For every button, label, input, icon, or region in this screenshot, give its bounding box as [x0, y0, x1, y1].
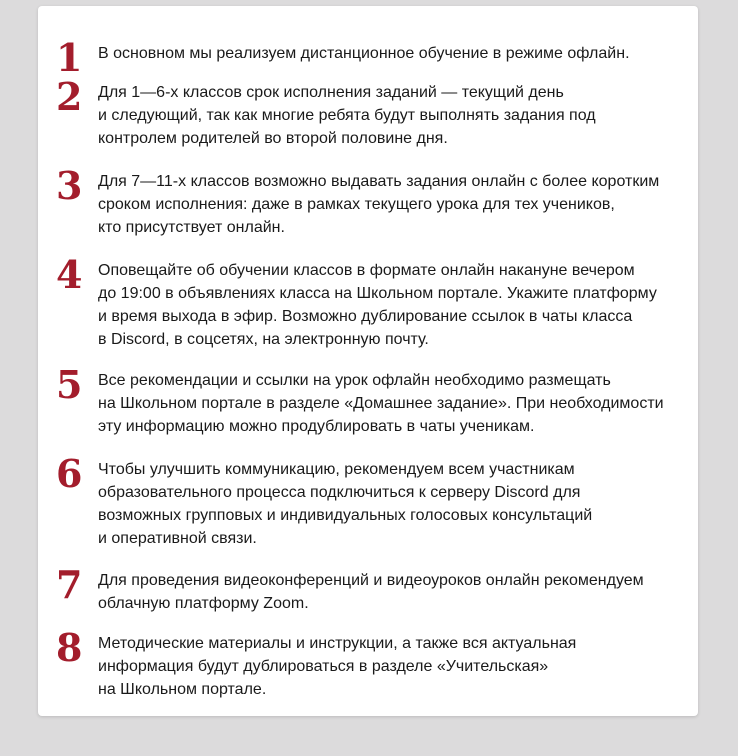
item-text-line: возможных групповых и индивидуальных голосовых консультаций [98, 507, 593, 524]
item-text-line: Оповещайте об обучении классов в формате онлайн накануне вечером [98, 262, 635, 279]
item-number: 2 [56, 74, 83, 119]
item-text [98, 369, 696, 438]
item-text [98, 42, 696, 65]
item-number: 6 [56, 451, 83, 496]
item-text-line: информация будут дублироваться в разделе «Учительская» [98, 658, 549, 675]
item-text-line: и оперативной связи. [98, 530, 257, 547]
item-text-line: в Discord, в соцсетях, на электронную почту. [98, 331, 429, 348]
item-text-line: Для 7—11-х классов возможно выдавать задания онлайн с более коротким [98, 173, 660, 190]
item-number: 4 [56, 252, 83, 297]
item-text-line: и время выхода в эфир. Возможно дублирование ссылок в чаты класса [98, 308, 633, 325]
item-text-line: кто присутствует онлайн. [98, 219, 285, 236]
item-text [98, 259, 696, 351]
recommendations-card [38, 6, 698, 716]
item-text-line: Методические материалы и инструкции, а также вся актуальная [98, 635, 577, 652]
item-text-line: контролем родителей во второй половине дня. [98, 130, 448, 147]
item-text [98, 170, 696, 239]
item-text-line: облачную платформу Zoom. [98, 595, 309, 612]
item-text [98, 458, 696, 550]
item-number: 8 [56, 625, 83, 670]
item-text [98, 81, 696, 150]
item-text-line: Для проведения видеоконференций и видеоуроков онлайн рекомендуем [98, 572, 644, 589]
item-text-line: В основном мы реализуем дистанционное обучение в режиме офлайн. [98, 45, 630, 62]
item-number: 7 [56, 562, 83, 607]
item-text-line: Чтобы улучшить коммуникацию, рекомендуем всем участникам [98, 461, 575, 478]
item-text-line: образовательного процесса подключиться к серверу Discord для [98, 484, 581, 501]
item-number: 5 [56, 362, 83, 407]
item-text-line: на Школьном портале. [98, 681, 267, 698]
item-text-line: на Школьном портале в разделе «Домашнее задание». При необходимости [98, 395, 664, 412]
item-text-line: сроком исполнения: даже в рамках текущего урока для тех учеников, [98, 196, 615, 213]
item-text [98, 569, 696, 615]
item-text-line: Для 1—6-х классов срок исполнения заданий — текущий день [98, 84, 564, 101]
item-text-line: эту информацию можно продублировать в чаты ученикам. [98, 418, 535, 435]
item-text-line: Все рекомендации и ссылки на урок офлайн необходимо размещать [98, 372, 611, 389]
item-text-line: до 19:00 в объявлениях класса на Школьном портале. Укажите платформу [98, 285, 657, 302]
item-number: 3 [56, 163, 83, 208]
item-text-line: и следующий, так как многие ребята будут выполнять задания под [98, 107, 596, 124]
item-text [98, 632, 696, 701]
item-number: 1 [56, 35, 83, 80]
